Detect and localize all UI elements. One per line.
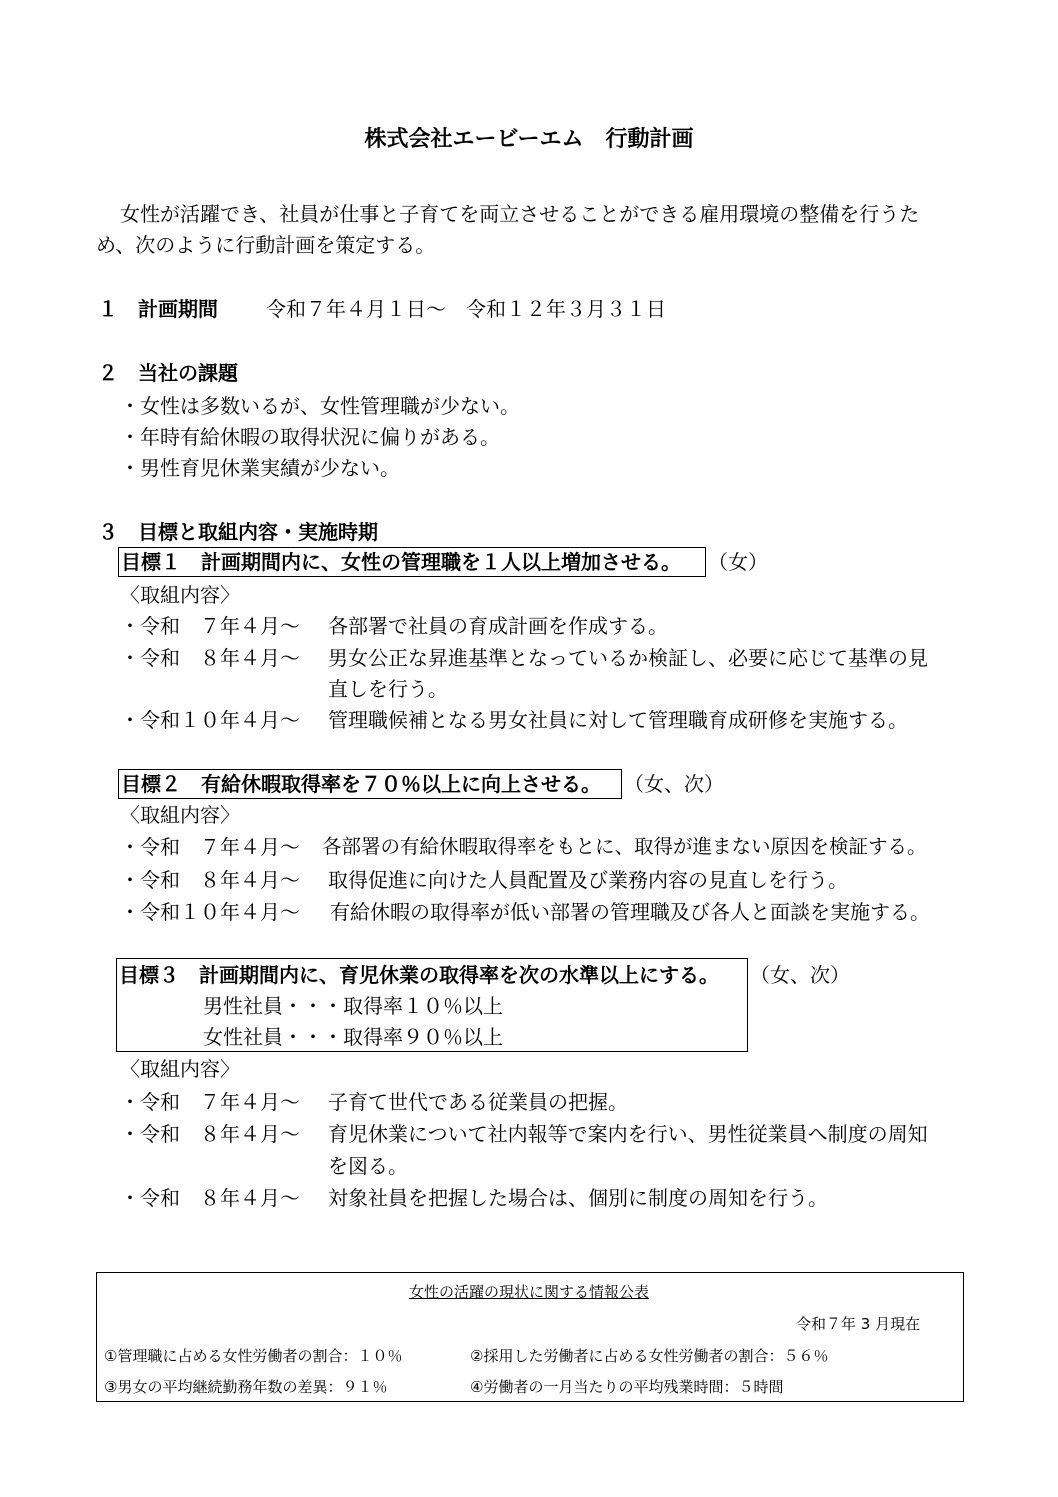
intro-line-2: め、次のように行動計画を策定する。 [96, 233, 436, 257]
goal3-sub-male: 男性社員・・・取得率１０％以上 [203, 994, 503, 1018]
goal2-item-text: 有給休暇の取得率が低い部署の管理職及び各人と面談を実施する。 [330, 900, 930, 924]
goal1-label: 目標１ 計画期間内に、女性の管理職を１人以上増加させる。 [121, 550, 681, 574]
section2-item: ・男性育児休業実績が少ない。 [120, 456, 400, 480]
goal1-item-text-cont: 直しを行う。 [328, 677, 448, 701]
goal2-tag: （女、次） [624, 772, 724, 796]
goal1-item-date: ・令和１０年４月～ [120, 708, 300, 732]
goal1-tag: （女） [708, 550, 768, 574]
section1-period: 令和７年４月１日～ 令和１２年３月３１日 [266, 297, 666, 321]
goal2-item-date: ・令和 ７年４月～ [120, 835, 300, 859]
goal3-item-date: ・令和 ７年４月～ [120, 1090, 300, 1114]
page-title: 株式会社エービーエム 行動計画 [364, 127, 694, 152]
goal2-label: 目標２ 有給休暇取得率を７０％以上に向上させる。 [121, 772, 601, 796]
goal2-item-text: 各部署の有給休暇取得率をもとに、取得が進まない原因を検証する。 [322, 835, 927, 858]
goal1-item-text: 管理職候補となる男女社員に対して管理職育成研修を実施する。 [328, 708, 908, 732]
section1-heading: 計画期間 [138, 297, 218, 321]
goal3-item-date: ・令和 ８年４月～ [120, 1186, 300, 1210]
section2-heading: ２ 当社の課題 [98, 361, 238, 385]
goal3-item-text: 対象社員を把握した場合は、個別に制度の周知を行う。 [328, 1186, 828, 1210]
goal3-content-label: 〈取組内容〉 [120, 1057, 240, 1081]
intro-line-1: 女性が活躍でき、社員が仕事と子育てを両立させることができる雇用環境の整備を行うた [120, 202, 920, 226]
info-date: 令和７年 3 月現在 [796, 1315, 921, 1333]
info-item-3: ③男女の平均継続勤務年数の差異：９１％ [104, 1378, 388, 1396]
section2-item: ・年時有給休暇の取得状況に偏りがある。 [120, 425, 500, 449]
info-item-2: ②採用した労働者に占める女性労働者の割合：５６％ [470, 1347, 829, 1365]
goal3-label: 目標３ 計画期間内に、育児休業の取得率を次の水準以上にする。 [119, 963, 719, 987]
goal1-item-text: 男女公正な昇進基準となっているか検証し、必要に応じて基準の見 [328, 646, 928, 670]
info-item-1: ①管理職に占める女性労働者の割合：１０％ [104, 1347, 403, 1365]
goal2-item-date: ・令和１０年４月～ [120, 900, 300, 924]
goal1-item-text: 各部署で社員の育成計画を作成する。 [328, 614, 668, 638]
goal2-item-text: 取得促進に向けた人員配置及び業務内容の見直しを行う。 [328, 868, 848, 892]
goal3-item-text-cont: を図る。 [328, 1154, 408, 1178]
goal3-tag: （女、次） [750, 963, 850, 987]
section2-item: ・女性は多数いるが、女性管理職が少ない。 [120, 394, 520, 418]
section3-heading: ３ 目標と取組内容・実施時期 [98, 520, 378, 544]
goal1-content-label: 〈取組内容〉 [120, 583, 240, 607]
goal1-item-date: ・令和 ７年４月～ [120, 614, 300, 638]
goal2-content-label: 〈取組内容〉 [120, 803, 240, 827]
goal1-item-date: ・令和 ８年４月～ [120, 646, 300, 670]
goal2-item-date: ・令和 ８年４月～ [120, 868, 300, 892]
section1-number: １ [98, 297, 118, 321]
info-item-4: ④労働者の一月当たりの平均残業時間：５時間 [470, 1378, 784, 1396]
goal3-item-text: 育児休業について社内報等で案内を行い、男性従業員へ制度の周知 [328, 1122, 928, 1146]
goal3-item-date: ・令和 ８年４月～ [120, 1122, 300, 1146]
goal3-item-text: 子育て世代である従業員の把握。 [328, 1090, 628, 1114]
info-title: 女性の活躍の現状に関する情報公表 [408, 1283, 649, 1301]
goal3-sub-female: 女性社員・・・取得率９０％以上 [203, 1025, 503, 1049]
